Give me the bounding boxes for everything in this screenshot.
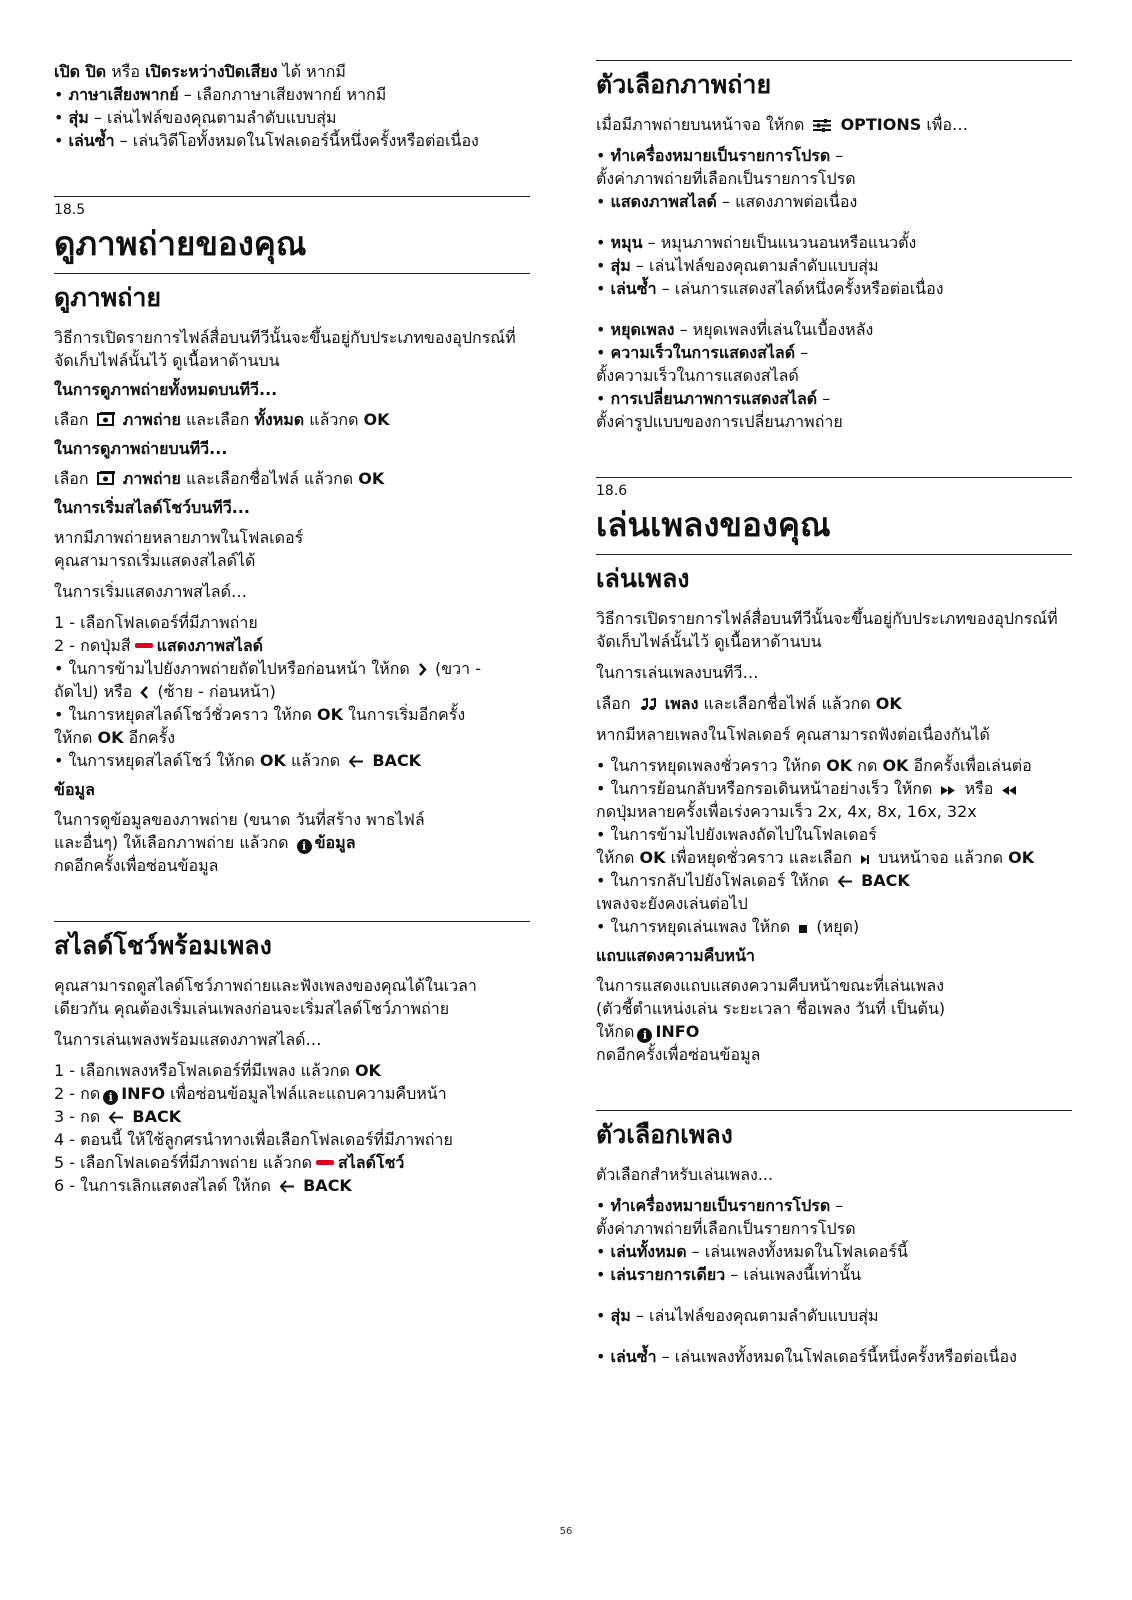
section-divider [54,273,530,274]
continued-options: เปิด ปิด หรือ เปิดระหว่างปิดเสียง ได้ หากมี • ภาษาเสียงพากย์ – เลือกภาษาเสียงพากย์ หากมี • สุ่ม – เล่นไฟล์ของคุณตามลำดับแบบสุ่ม • เล่นซ้ำ – เล่นวิดีโอทั้งหมดในโฟลเดอร์นี้หนึ่งครั้งหรือต่อเนื่อง [54,62,479,150]
info-icon: i [637,1028,652,1043]
subheading-view-one: ในการดูภาพถ่ายบนทีวี... [54,439,228,458]
subheading-progress-bar: แถบแสดงความคืบหน้า [596,946,755,965]
heading-photo-options: ตัวเลือกภาพถ่าย [596,70,772,99]
section-divider [596,554,1072,555]
section-number: 18.5 [54,202,86,218]
section-divider [54,196,530,197]
subheading-info: ข้อมูล [54,780,95,799]
photo-icon [97,471,115,486]
next-track-icon [860,854,870,865]
rewind-icon [1001,785,1017,796]
section-title: เล่นเพลงของคุณ [596,505,831,544]
subheading-view-all: ในการดูภาพถ่ายทั้งหมดบนทีวี... [54,380,278,399]
heading-play-music: เล่นเพลง [596,564,690,593]
section-number: 18.6 [596,483,628,499]
info-icon: i [103,1090,118,1105]
info-icon: i [297,839,312,854]
intro-text: วิธีการเปิดรายการไฟล์สื่อบนทีวีนั้นจะขึ้นอยู่กับประเภทของอุปกรณ์ที่จัดเก็บไฟล์นั้นไว้ ดูเนื้อหาด้านบน [54,328,516,370]
section-divider [596,1110,1072,1111]
back-arrow-icon [837,875,853,888]
section-divider [596,477,1072,478]
left-column: เปิด ปิด หรือ เปิดระหว่างปิดเสียง ได้ หากมี • ภาษาเสียงพากย์ – เลือกภาษาเสียงพากย์ หากมี • สุ่ม – เล่นไฟล์ของคุณตามลำดับแบบสุ่ม • เล่นซ้ำ – เล่นวิดีโอทั้งหมดในโฟลเดอร์นี้หนึ่งครั้งหรือต่อเนื่อง 18.5 ดูภาพถ่ายของคุณ ดูภาพถ่าย วิธีการเปิดรายการไฟล์สื่อบนทีวีนั้นจะขึ้นอยู่กับประเภทของอุปกรณ์ที่จัดเก็บไฟล์นั้นไว้ ดูเนื้อหาด้านบน ในการดูภาพถ่ายทั้งหมดบนทีวี... เลือก ภาพถ่าย และเลือก ทั้งหมด แล้วกด OK ในการดูภาพถ่ายบนทีวี... เลือก ภาพถ่าย และเลือกชื่อไฟล์ แล้วกด OK ในการเริ่มสไลด์โชว์บนทีวี... หากมีภาพถ่ายหลายภาพในโฟลเดอร์ คุณสามารถเริ่มแสดงสไลด์ได้ ในการเริ่มแสดงภาพสไลด์… 1 - เลือกโฟลเดอร์ที่มีภาพถ่าย 2 - กดปุ่มสี แสดงภาพสไลด์ • ในการข้ามไปยังภาพถ่ายถัดไปหรือก่อนหน้า ให้กด (ขวา - ถัดไป) หรือ (ซ้าย - ก่อนหน้า) • ในการหยุดสไลด์โชว์ชั่วคราว ให้กด OK ในการเริ่มอีกครั้ง ให้กด OK อีกครั้ง • ในการหยุดสไลด์โชว์ ให้กด OK แล้วกด BACK ข้อมูล ในการดูข้อมูลของภาพถ่าย (ขนาด วันที่สร้าง พาธไฟล์ และอื่นๆ) ให้เลือกภาพถ่าย แล้วกด i ข้อมูล กดอีกครั้งเพื่อซ่อนข้อมูล สไลด์โชว์พร้อมเพลง คุณสามารถดูสไลด์โชว์ภาพถ่ายและฟังเพลงของคุณได้ในเวลา เดียวกัน คุณต้องเริ่มเล่นเพลงก่อนจะเริ่มสไลด์โชว์ภาพถ่าย ในการเล่นเพลงพร้อมแสดงภาพสไลด์… 1 - เลือกเพลงหรือโฟลเดอร์ที่มีเพลง แล้วกด OK 2 - กด i INFO เพื่อซ่อนข้อมูลไฟล์และแถบความคืบหน้า 3 - กด BACK 4 - ตอนนี้ ให้ใช้ลูกศรนำทางเพื่อเลือกโฟลเดอร์ที่มีภาพถ่าย 5 - เลือกโฟลเดอร์ที่มีภาพถ่าย แล้วกด สไลด์โชว์ 6 - ในการเลิกแสดงสไลด์ ให้กด BACK [54,60,530,1197]
options-icon [812,119,832,132]
heading-music-options: ตัวเลือกเพลง [596,1120,733,1149]
section-title: ดูภาพถ่ายของคุณ [54,224,307,263]
intro-text: วิธีการเปิดรายการไฟล์สื่อบนทีวีนั้นจะขึ้นอยู่กับประเภทของอุปกรณ์ที่จัดเก็บไฟล์นั้นไว้ ดูเนื้อหาด้านบน [596,609,1058,651]
heading-music-slideshow: สไลด์โชว์พร้อมเพลง [54,931,272,960]
heading-view-photos: ดูภาพถ่าย [54,283,162,312]
right-arrow-icon [418,663,427,676]
back-arrow-icon [348,755,364,768]
red-key-icon [135,643,153,648]
right-column: ตัวเลือกภาพถ่าย เมื่อมีภาพถ่ายบนหน้าจอ ให้กด OPTIONS เพื่อ… • ทำเครื่องหมายเป็นรายการโปรด – ตั้งค่าภาพถ่ายที่เลือกเป็นรายการโปรด • แสดงภาพสไลด์ – แสดงภาพต่อเนื่อง • หมุน – หมุนภาพถ่ายเป็นแนวนอนหรือแนวตั้ง • สุ่ม – เล่นไฟล์ของคุณตามลำดับแบบสุ่ม • เล่นซ้ำ – เล่นการแสดงสไลด์หนึ่งครั้งหรือต่อเนื่อง • หยุดเพลง – หยุดเพลงที่เล่นในเบื้องหลัง • ความเร็วในการแสดงสไลด์ – ตั้งความเร็วในการแสดงสไลด์ • การเปลี่ยนภาพการแสดงสไลด์ – ตั้งค่ารูปแบบของการเปลี่ยนภาพถ่าย 18.6 เล่นเพลงของคุณ เล่นเพลง วิธีการเปิดรายการไฟล์สื่อบนทีวีนั้นจะขึ้นอยู่กับประเภทของอุปกรณ์ที่จัดเก็บไฟล์นั้นไว้ ดูเนื้อหาด้านบน ในการเล่นเพลงบนทีวี… เลือก เพลง และเลือกชื่อไฟล์ แล้วกด OK หากมีหลายเพลงในโฟลเดอร์ คุณสามารถฟังต่อเนื่องกันได้ • ในการหยุดเพลงชั่วคราว ให้กด OK กด OK อีกครั้งเพื่อเล่นต่อ • ในการย้อนกลับหรือกรอเดินหน้าอย่างเร็ว ให้กด หรือ กดปุ่มหลายครั้งเพื่อเร่งความเร็ว 2x, 4x, 8x, 16x, 32x • ในการข้ามไปยังเพลงถัดไปในโฟลเดอร์ ให้กด OK เพื่อหยุดชั่วคราว และเลือก บนหน้าจอ แล้วกด OK • ในการกลับไปยังโฟลเดอร์ ให้กด BACK เพลงจะยังคงเล่นต่อไป • ในการหยุดเล่นเพลง ให้กด (หยุด) แถบแสดงความคืบหน้า ในการแสดงแถบแสดงความคืบหน้าขณะที่เล่นเพลง (ตัวชี้ตำแหน่งเล่น ระยะเวลา ชื่อเพลง วันที่ เป็นต้น) ให้กด i INFO กดอีกครั้งเพื่อซ่อนข้อมูล ตัวเลือกเพลง ตัวเลือกสำหรับเล่นเพลง... • ทำเครื่องหมายเป็นรายการโปรด – ตั้งค่าภาพถ่ายที่เลือกเป็นรายการโปรด • เล่นทั้งหมด – เล่นเพลงทั้งหมดในโฟลเดอร์นี้ • เล่นรายการเดียว – เล่นเพลงนี้เท่านั้น • สุ่ม – เล่นไฟล์ของคุณตามลำดับแบบสุ่ม • เล่นซ้ำ – เล่นเพลงทั้งหมดในโฟลเดอร์นี้หนึ่งครั้งหรือต่อเนื่อง [596,60,1072,1368]
section-divider [596,60,1072,61]
music-icon [639,697,657,711]
subheading-slideshow: ในการเริ่มสไลด์โชว์บนทีวี... [54,498,250,517]
page-number: 56 [559,1526,573,1537]
back-arrow-icon [279,1180,295,1193]
stop-icon [798,924,808,934]
section-divider [54,921,530,922]
red-key-icon [316,1160,334,1165]
back-arrow-icon [108,1111,124,1124]
photo-icon [97,412,115,427]
fast-forward-icon [940,785,956,796]
left-arrow-icon [140,686,149,699]
